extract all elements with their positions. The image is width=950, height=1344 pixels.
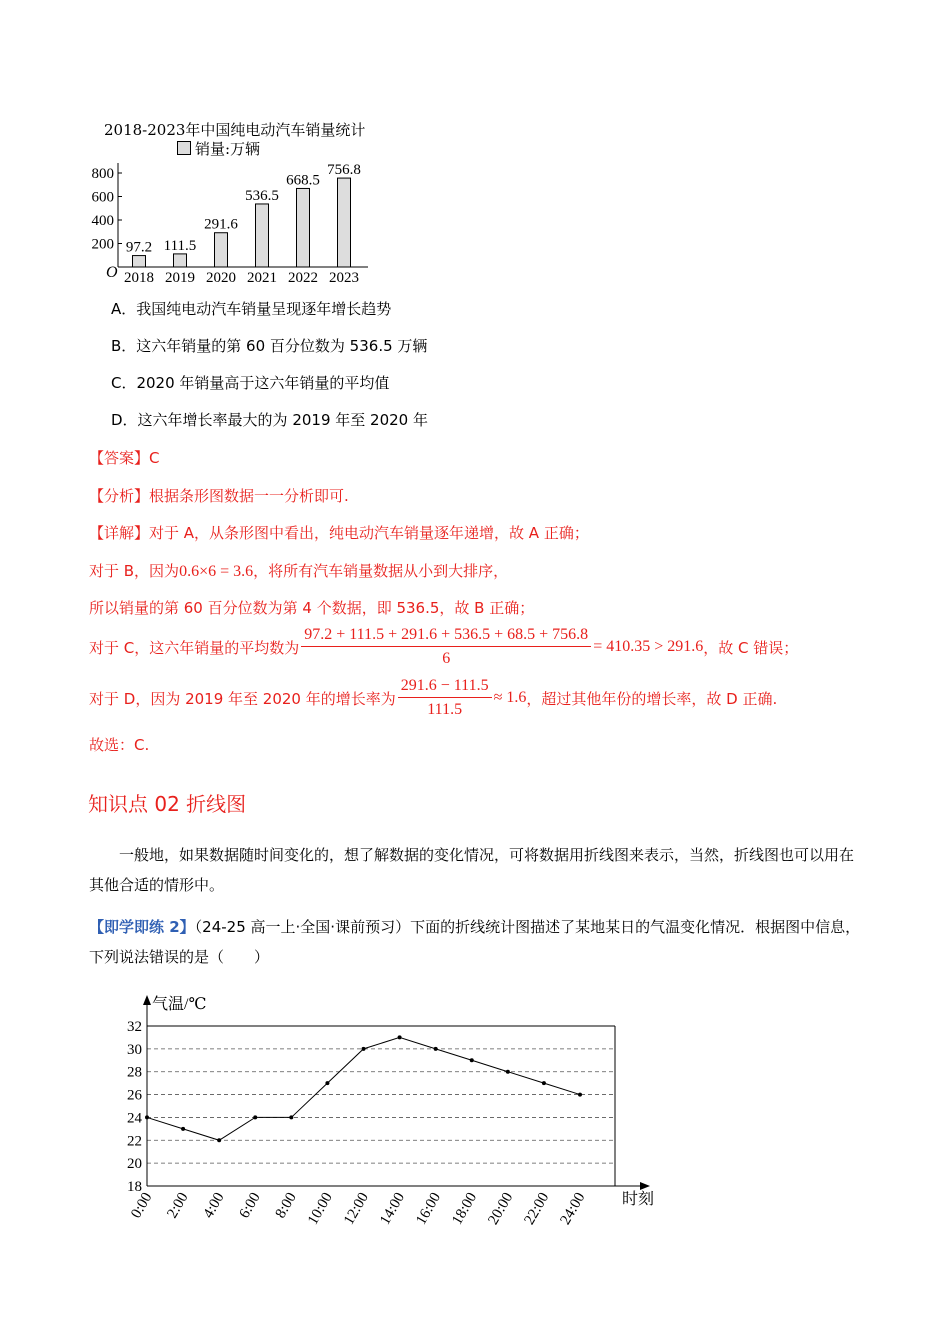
- option-a: A．我国纯电动汽车销量呈现逐年增长趋势: [111, 300, 392, 318]
- bar: [174, 254, 187, 267]
- temperature-point: [181, 1127, 185, 1131]
- bar-value-label: 756.8: [327, 162, 361, 179]
- temperature-point: [145, 1115, 149, 1119]
- temperature-point: [470, 1058, 474, 1062]
- line-x-tick-label: 16:00: [413, 1190, 445, 1228]
- d-denominator: 111.5: [427, 701, 463, 718]
- detail-c-line: [89, 626, 798, 668]
- d-fraction: [398, 677, 492, 719]
- c-numerator: 97.2 + 111.5 + 291.6 + 536.5 + 68.5 + 756.8: [301, 626, 591, 647]
- line-x-axis-arrow: [640, 1182, 650, 1190]
- line-chart: [100, 985, 700, 1240]
- bar-x-tick-label: 2023: [329, 270, 359, 286]
- legend-swatch: [177, 141, 191, 155]
- bar-x-tick-label: 2018: [124, 270, 154, 286]
- line-x-tick-label: 20:00: [485, 1190, 517, 1228]
- temperature-point: [434, 1047, 438, 1051]
- detail-line: 【详解】对于 A，从条形图中看出，纯电动汽车销量逐年递增，故 A 正确；: [89, 524, 589, 542]
- line-x-tick-label: 24:00: [557, 1190, 589, 1228]
- detail-b-line2: 所以销量的第 60 百分位数为第 4 个数据，即 536.5，故 B 正确；: [89, 599, 535, 617]
- c-fraction: [301, 626, 591, 668]
- bar-y-tick-label: 200: [91, 236, 114, 253]
- bar-value-label: 536.5: [245, 187, 279, 204]
- temperature-series-line: [147, 1037, 580, 1140]
- d-suffix: ，超过其他年份的增长率，故 D 正确.: [526, 689, 778, 708]
- line-x-axis-label: 时刻: [622, 1191, 655, 1208]
- bar: [215, 233, 228, 267]
- temperature-point: [289, 1115, 293, 1119]
- option-c: C．2020 年销量高于这六年销量的平均值: [111, 374, 390, 392]
- c-denominator: 6: [442, 650, 451, 667]
- d-prefix: 对于 D，因为 2019 年至 2020 年的增长率为: [89, 689, 396, 708]
- answer-line: 【答案】C: [89, 449, 160, 467]
- temperature-point: [362, 1047, 366, 1051]
- line-y-tick-label: 26: [127, 1087, 142, 1104]
- line-y-tick-label: 28: [127, 1064, 142, 1081]
- bar: [338, 178, 351, 267]
- d-numerator: 291.6 − 111.5: [398, 677, 492, 698]
- bar-value-label: 97.2: [125, 239, 153, 256]
- detail-b-line: [89, 560, 508, 581]
- line-x-tick-label: 8:00: [272, 1190, 300, 1222]
- b-prefix: 对于 B，因为: [89, 562, 180, 580]
- bar-chart: [80, 155, 380, 290]
- bar: [133, 256, 146, 267]
- line-x-tick-label: 22:00: [521, 1190, 553, 1228]
- bar-x-tick-label: 2019: [165, 270, 195, 286]
- line-y-tick-label: 30: [127, 1041, 142, 1058]
- bar-x-tick-label: 2022: [288, 270, 318, 286]
- line-y-axis-label: 气温/℃: [152, 996, 207, 1013]
- temperature-point: [325, 1081, 329, 1085]
- line-y-tick-label: 32: [127, 1019, 142, 1035]
- c-prefix: 对于 C，这六年销量的平均数为: [89, 638, 300, 657]
- bar-y-tick-label: 800: [91, 166, 114, 182]
- option-b: B．这六年销量的第 60 百分位数为 536.5 万辆: [111, 337, 428, 355]
- final-answer: 故选：C.: [89, 736, 150, 754]
- line-x-tick-label: 6:00: [236, 1190, 264, 1222]
- detail-d-line: [89, 677, 777, 719]
- bar-value-label: 291.6: [204, 216, 238, 233]
- d-math: ≈ 1.6: [493, 689, 527, 706]
- bar: [297, 188, 310, 267]
- line-x-tick-label: 4:00: [200, 1190, 228, 1222]
- practice-text: （24-25 高一上·全国·课前预习）下面的折线统计图描述了某地某日的气温变化情况．根据图中信息，下列说法错误的是（ ）: [89, 918, 861, 966]
- b-math: 0.6×6 = 3.6: [179, 563, 254, 580]
- bar-x-tick-label: 2020: [206, 270, 236, 286]
- option-d: D．这六年增长率最大的为 2019 年至 2020 年: [111, 411, 428, 429]
- bar-value-label: 111.5: [163, 237, 197, 254]
- bar-chart-legend: 销量:万辆: [195, 140, 261, 158]
- line-x-tick-label: 12:00: [341, 1190, 372, 1228]
- bar: [256, 204, 269, 267]
- line-y-tick-label: 20: [127, 1156, 142, 1173]
- bar-y-tick-label: 400: [91, 213, 114, 229]
- temperature-point: [506, 1070, 510, 1074]
- temperature-point: [253, 1115, 257, 1119]
- temperature-point: [217, 1138, 221, 1142]
- bar-origin-label: O: [106, 264, 118, 281]
- line-x-tick-label: 14:00: [377, 1190, 409, 1228]
- line-y-tick-label: 22: [127, 1133, 142, 1150]
- temperature-point: [542, 1081, 546, 1085]
- line-x-tick-label: 10:00: [304, 1190, 336, 1228]
- line-x-tick-label: 18:00: [449, 1190, 481, 1228]
- practice-label: 【即学即练 2】: [89, 918, 195, 936]
- analysis-line: 【分析】根据条形图数据一一分析即可.: [89, 487, 349, 505]
- c-suffix: ，故 C 错误；: [703, 638, 799, 657]
- practice-question: [89, 912, 865, 972]
- line-y-axis-arrow: [143, 995, 151, 1005]
- bar-value-label: 668.5: [286, 172, 320, 189]
- b-suffix: ，将所有汽车销量数据从小到大排序，: [253, 562, 509, 580]
- section-intro: 一般地，如果数据随时间变化的，想了解数据的变化情况，可将数据用折线图来表示，当然，折线图也可以用在其他合适的情形中。: [89, 846, 855, 894]
- line-y-tick-label: 24: [127, 1110, 142, 1127]
- section-heading: 知识点 02 折线图: [88, 792, 247, 816]
- line-x-tick-label: 2:00: [164, 1190, 192, 1222]
- c-math: = 410.35 > 291.6: [593, 638, 704, 655]
- bar-x-tick-label: 2021: [247, 270, 277, 286]
- temperature-point: [578, 1093, 582, 1097]
- bar-chart-title: 2018-2023年中国纯电动汽车销量统计: [104, 121, 366, 139]
- line-x-tick-label: 0:00: [128, 1190, 156, 1222]
- line-y-tick-label: 18: [127, 1179, 142, 1195]
- bar-y-tick-label: 600: [91, 189, 114, 206]
- temperature-point: [398, 1035, 402, 1039]
